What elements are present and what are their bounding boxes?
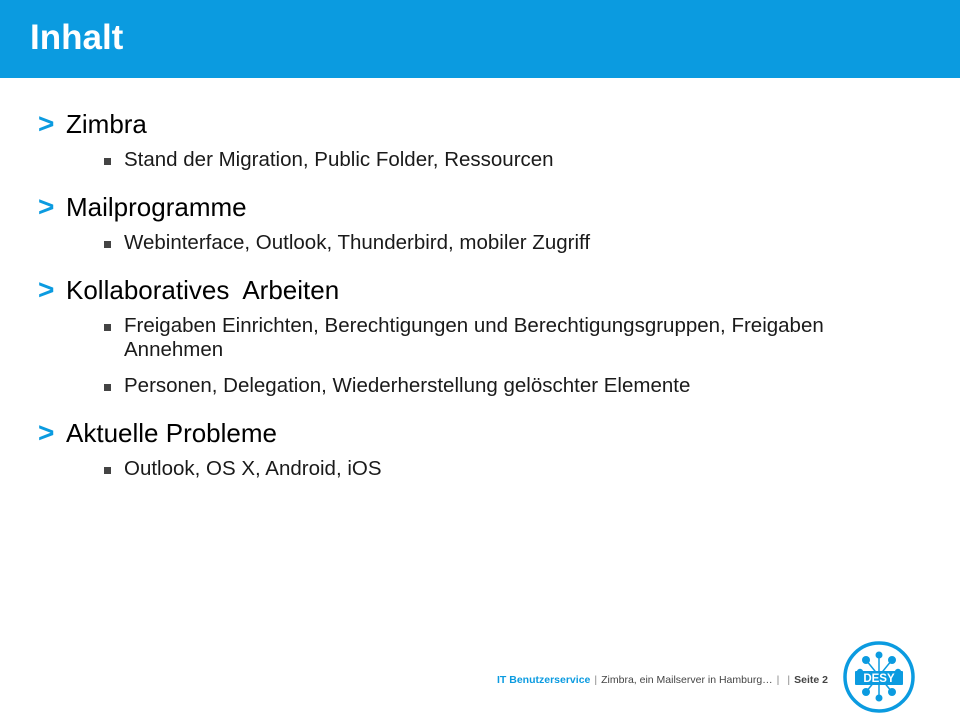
section-heading: Kollaboratives Arbeiten [66, 275, 340, 305]
bullet-list [38, 457, 918, 484]
chevron-right-icon: > [38, 274, 55, 305]
bullet-item [104, 314, 918, 362]
chevron-right-icon: > [38, 417, 55, 448]
bullet-item [104, 374, 918, 401]
square-bullet-icon [104, 231, 124, 258]
bullet-text: Freigaben Einrichten, Berechtigungen und Berechtigungsgruppen, Freigaben Annehmen [124, 314, 824, 361]
section-heading-row [38, 413, 918, 457]
square-bullet-icon [104, 148, 124, 175]
bullet-text: Webinterface, Outlook, Thunderbird, mobiler Zugriff [124, 231, 591, 254]
section-zimbra [38, 104, 918, 175]
bullet-list [38, 314, 918, 401]
bullet-item [104, 231, 918, 258]
header-bar [0, 0, 960, 78]
bullet-text: Stand der Migration, Public Folder, Ressourcen [124, 148, 554, 171]
chevron-right-icon: > [38, 191, 55, 222]
slide-title: Inhalt [30, 18, 124, 57]
section-heading: Aktuelle Probleme [66, 418, 277, 448]
slide-content [38, 104, 918, 496]
section-heading-row [38, 104, 918, 148]
square-bullet-icon [104, 374, 124, 401]
section-heading: Zimbra [66, 109, 147, 139]
square-bullet-icon [104, 314, 124, 341]
bullet-item [104, 457, 918, 484]
section-heading-row [38, 187, 918, 231]
bullet-text: Personen, Delegation, Wiederherstellung gelöschter Elemente [124, 374, 691, 397]
footer-separator: | [776, 674, 780, 686]
footer-org: IT Benutzerservice [497, 674, 591, 686]
page-number: Seite 2 [794, 674, 828, 686]
bullet-list [38, 231, 918, 258]
slide-footer [497, 672, 828, 688]
footer-subtitle: Zimbra, ein Mailserver in Hamburg… [601, 674, 773, 686]
bullet-item [104, 148, 918, 175]
section-aktuelle-probleme [38, 413, 918, 484]
footer-separator: | [787, 674, 791, 686]
bullet-text: Outlook, OS X, Android, iOS [124, 457, 382, 480]
footer-separator: | [594, 674, 598, 686]
logo-text: DESY [863, 673, 895, 685]
square-bullet-icon [104, 457, 124, 484]
section-mailprogramme [38, 187, 918, 258]
section-kollaboratives-arbeiten [38, 270, 918, 401]
bullet-list [38, 148, 918, 175]
desy-logo-icon [842, 640, 916, 714]
chevron-right-icon: > [38, 108, 55, 139]
section-heading: Mailprogramme [66, 192, 247, 222]
section-heading-row [38, 270, 918, 314]
